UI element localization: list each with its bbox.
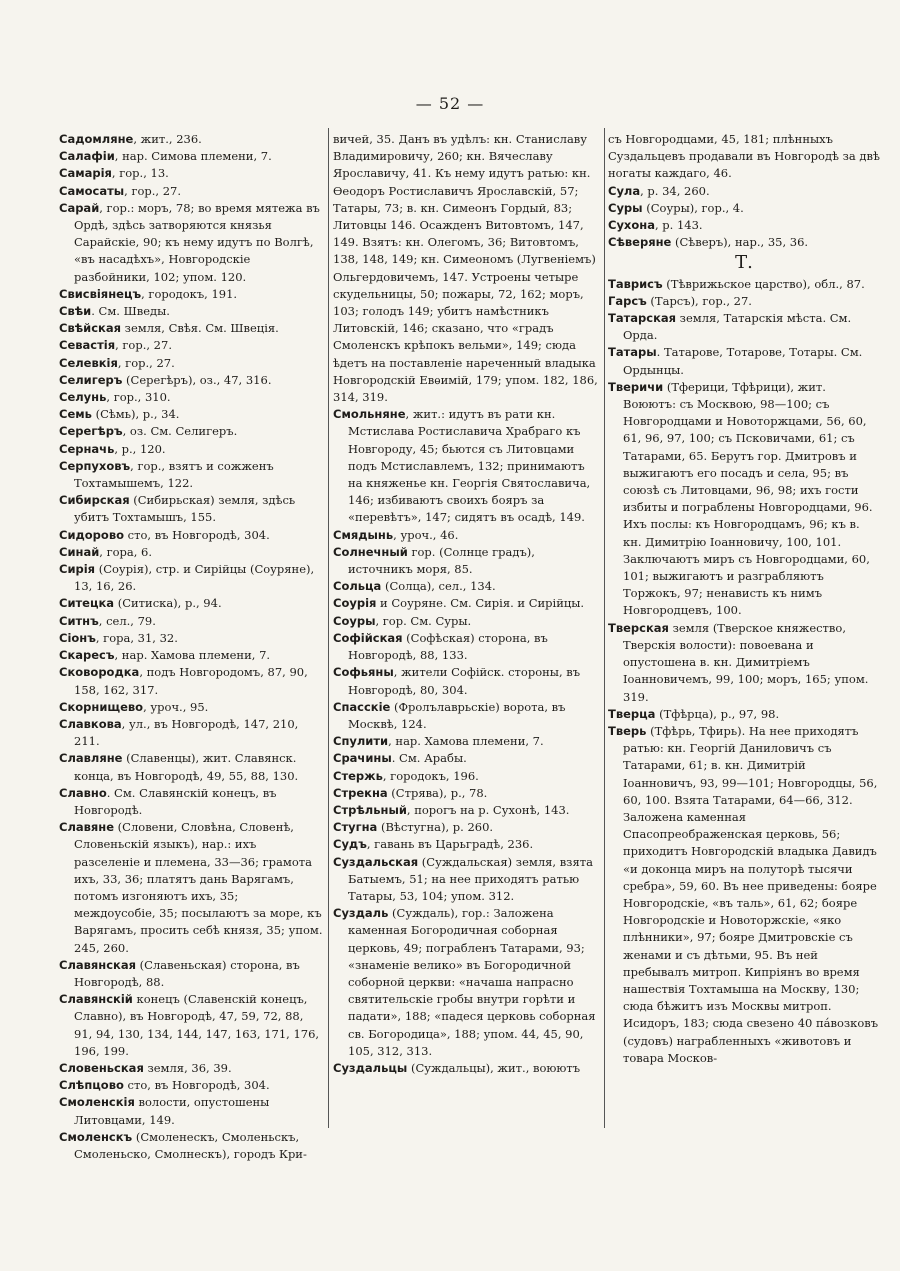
entry-headword: Гарсъ <box>608 293 647 308</box>
entry-text: (Суждаль), гор.: Заложена каменная Богородичная соборная церковь, 49; пограбленъ Татарами, 93; «знаменiе велико» въ Богородичной соборной церкви: «начаша напрасно святительскiе гробы внутри горѣти и падати», 188; «падеся церковь соборная св. Богородица», 188; упом. 44, 45, 90, 105, 312, 313. <box>348 906 596 1058</box>
entry-text: , гор., 27. <box>117 355 175 370</box>
index-entry <box>59 355 323 372</box>
column-2 <box>333 131 600 1077</box>
entry-headword: Суры <box>608 200 643 215</box>
entry-headword: Скаресъ <box>59 648 115 663</box>
entry-headword: Смольняне <box>333 407 406 422</box>
entry-text: , уроч., 95. <box>143 699 209 714</box>
index-entry <box>333 595 600 612</box>
entry-headword: Слѣпцово <box>59 1078 124 1093</box>
entry-headword: Суздаль <box>333 906 389 921</box>
entry-text: (Суждальская) земля, взята Батыемъ, 51; на нее приходятъ ратью Татары, 53, 104; упом. 312. <box>348 854 593 903</box>
entry-headword: Смядынь <box>333 527 394 542</box>
index-entry <box>59 957 323 991</box>
index-entry <box>333 733 600 750</box>
entry-headword: Селунь <box>59 390 107 405</box>
index-entry <box>608 310 880 344</box>
column-1 <box>59 131 323 1163</box>
entry-text: сто, въ Новгородѣ, 304. <box>124 527 270 542</box>
index-entry <box>608 620 880 706</box>
entry-text: (Сѣмь), р., 34. <box>91 407 180 422</box>
index-entry <box>333 544 600 578</box>
index-entry <box>59 716 323 750</box>
entry-headword: Севастiя <box>59 338 116 353</box>
entry-headword: Самарiя <box>59 166 112 181</box>
entry-headword: Селевкiя <box>59 355 118 370</box>
entry-text: (Софѣская) сторона, въ Новгородѣ, 88, 133. <box>348 630 548 663</box>
index-entry <box>59 991 323 1060</box>
entry-headword: Синай <box>59 544 100 559</box>
entry-headword: Серпуховъ <box>59 458 131 473</box>
entry-text: , уроч., 46. <box>393 527 459 542</box>
entry-headword: Славяне <box>59 820 115 835</box>
entry-headword: Софiйская <box>333 630 403 645</box>
index-entry <box>59 613 323 630</box>
entry-text: , гор. См. Суры. <box>375 613 472 628</box>
index-entry <box>608 344 880 378</box>
entry-headword: Таврисъ <box>608 276 663 291</box>
entry-headword: Ситнъ <box>59 613 99 628</box>
entry-text: (Соуры), гор., 4. <box>642 200 744 215</box>
index-entry <box>59 183 323 200</box>
entry-text: сто, въ Новгородѣ, 304. <box>123 1078 270 1093</box>
entry-text: , р. 34, 260. <box>640 183 710 198</box>
entry-headword: Славляне <box>59 751 123 766</box>
index-entry <box>59 785 323 819</box>
entry-headword: Тверичи <box>608 379 664 394</box>
index-entry <box>59 200 323 286</box>
entry-text: гор. (Солнце градъ), источникъ моря, 85. <box>348 544 535 577</box>
entry-text: , р. 143. <box>654 218 703 233</box>
entry-text: земля, Свѣя. См. Швецiя. <box>121 321 279 336</box>
entry-headword: Салафiи <box>59 149 115 164</box>
entry-headword: Сирiя <box>59 562 96 577</box>
entry-text: , жит.: идутъ въ рати кн. Мстислава Ростиславича Храбраго къ Новгороду, 45; бьются съ Литовцами подъ Мстиславлемъ, 132; принимаютъ на княженье кн. Георгiя Святославича, 146; избиваютъ своихъ бояръ за «перевѣтъ», 147; сидятъ въ осадѣ, 149. <box>348 407 591 525</box>
page-number: — 52 — <box>415 94 485 113</box>
entry-headword: Татары <box>608 345 657 360</box>
entry-headword: Стержь <box>333 768 383 783</box>
entry-text: , жит., 236. <box>133 132 202 146</box>
entry-headword: Соурiя <box>333 596 377 611</box>
index-entry <box>59 423 323 440</box>
entry-text: земля, Татарскiя мѣста. См. Орда. <box>623 311 852 343</box>
entry-text: . См. Арабы. <box>391 751 467 766</box>
entry-text: (Словени, Словѣна, Словенѣ, Словеньскiй языкъ), нар.: ихъ разселенiе и племена, 33—36; грамота ихъ, 33, 36; платятъ дань Варягамъ, потомъ изгоняютъ ихъ, 35; междоусобiе, 35; посылаютъ за море, къ Варягамъ, просить себѣ князя, 35; упом. 245, 260. <box>74 820 323 955</box>
index-entry <box>333 1060 600 1077</box>
entry-headword: Садомляне <box>59 132 134 146</box>
index-entry <box>333 664 600 698</box>
index-entry <box>59 664 323 698</box>
index-entry <box>59 1077 323 1094</box>
index-entry <box>59 389 323 406</box>
entry-headword: Тверь <box>608 723 647 738</box>
entry-headword: Сибирская <box>59 493 130 508</box>
entry-headword: Спасскiе <box>333 699 391 714</box>
entry-text: (Стрява), р., 78. <box>387 785 488 800</box>
entry-headword: Сарай <box>59 200 100 215</box>
entry-text: , сел., 79. <box>98 613 156 628</box>
entry-headword: Стрѣльный <box>333 802 407 817</box>
index-entry <box>608 723 880 1067</box>
entry-text: , р., 120. <box>114 441 166 456</box>
entry-headword: Серначь <box>59 441 115 456</box>
entry-headword: Соуры <box>333 613 376 628</box>
entry-headword: Самосаты <box>59 183 125 198</box>
entry-text: , городокъ, 191. <box>141 286 238 301</box>
entry-text: , гор., 27. <box>124 183 182 198</box>
section-letter: Т. <box>735 252 753 274</box>
entry-text: (Славеньская) сторона, въ Новгородѣ, 88. <box>74 957 300 989</box>
entry-text: (Соурiя), стр. и Сирiйцы (Соуряне), 13, 16, 26. <box>74 562 315 594</box>
index-entry <box>59 148 323 165</box>
entry-text: земля (Тверское княжество, Тверскiя волости): повоевана и опустошена в. кн. Димитрiемъ Iоанновичемъ, 99, 100; моръ, 165; упом. 319. <box>623 620 869 704</box>
index-entry <box>333 819 600 836</box>
entry-text: (Славенцы), жит. Славянск. конца, въ Новгородѣ, 49, 55, 88, 130. <box>74 751 299 783</box>
entry-headword: Срачины <box>333 751 392 766</box>
index-entry <box>333 131 600 406</box>
entry-headword: Стрекна <box>333 785 388 800</box>
entry-text: , нар. Симова племени, 7. <box>114 149 272 164</box>
index-entry <box>59 372 323 389</box>
index-entry <box>333 785 600 802</box>
entry-text: , гора, 6. <box>99 544 153 559</box>
entry-text: , гора, 31, 32. <box>95 630 178 645</box>
index-entry <box>59 406 323 423</box>
entry-text: (Солца), сел., 134. <box>381 579 496 594</box>
index-entry <box>333 802 600 819</box>
index-entry <box>333 527 600 544</box>
entry-text: , жители Софiйск. стороны, въ Новгородѣ, 80, 304. <box>348 665 581 697</box>
entry-headword: Сухона <box>608 218 655 233</box>
entry-headword: Сидорово <box>59 527 124 542</box>
entry-text: и Соуряне. См. Сирiя. и Сирiйцы. <box>376 596 585 611</box>
index-entry <box>59 1094 323 1128</box>
index-entry <box>333 578 600 595</box>
index-entry <box>59 595 323 612</box>
entry-text: (Суждальцы), жит., воюютъ <box>407 1060 581 1075</box>
entry-text: (Тарсъ), гор., 27. <box>646 293 752 308</box>
entry-text: (Серегѣръ), оз., 47, 316. <box>122 372 272 387</box>
entry-headword: Серегѣръ <box>59 424 123 439</box>
entry-headword: Суздальцы <box>333 1060 408 1075</box>
index-entry <box>608 234 880 251</box>
index-entry <box>59 544 323 561</box>
entry-text: , оз. См. Селигеръ. <box>122 424 238 439</box>
index-entry <box>59 320 323 337</box>
entry-text: (Тѣврижьскоe царство), обл., 87. <box>662 276 865 291</box>
index-entry <box>59 527 323 544</box>
index-entry <box>59 1129 323 1163</box>
entry-headword: Солнечный <box>333 544 408 559</box>
entry-text: (Сибирьская) земля, здѣсь убитъ Тохтамышъ, 155. <box>74 493 296 525</box>
index-entry <box>59 1060 323 1077</box>
entry-text: волости, опустошены Литовцами, 149. <box>74 1095 270 1127</box>
entry-text: , порогъ на р. Сухонѣ, 143. <box>406 802 570 817</box>
index-entry <box>608 217 880 234</box>
entry-text: (Сѣверъ), нар., 35, 36. <box>671 235 809 250</box>
entry-headword: Суздальская <box>333 854 419 869</box>
entry-headword: Ситецка <box>59 596 115 611</box>
index-entry <box>333 406 600 526</box>
index-entry <box>59 337 323 354</box>
entry-headword: Семь <box>59 407 92 422</box>
index-entry <box>333 836 600 853</box>
index-entry <box>59 131 323 148</box>
index-entry <box>608 276 880 293</box>
index-entry <box>333 905 600 1060</box>
entry-text: (Тфѣрь, Тфирь). На нее приходятъ ратью: кн. Георгiй Даниловичъ съ Татарами, 61; в. кн. Димитрiй Iоанновичъ, 93, 99—101; Новгородцы, 56, 60, 100. Взята Татарами, 64—66, 312. Заложена каменная Спасопреображенская церковь, 56; приходитъ Новгородскiй владыка Давидъ «и доконца миръ на полуторѣ тысячи сребра», 59, 60. Въ нее приведены: бояре Новгородскiе, «въ таль», 61, 62; бояре Новгородскiе и Новоторжскiе, «яко плѣнники», 97; бояре Дмитровскiе съ женами и съ дѣтьми, 95. Въ ней пребывалъ митроп. Кипрiянъ во время нашествiя Тохтамыша на Москву, 130; сюда бѣжитъ изъ Москвы митроп. Исидоръ, 183; сюда свезено 40 пáвозковъ (судовъ) награбленныхъ «животовъ и товара Москов- <box>623 723 879 1065</box>
entry-text: (Фролълаврьскiе) ворота, въ Москвѣ, 124. <box>348 699 566 731</box>
index-entry <box>59 441 323 458</box>
index-entry <box>333 613 600 630</box>
index-entry <box>59 750 323 784</box>
entry-text: вичей, 35. Данъ въ удѣлъ: кн. Станиславу Владимировичу, 260; кн. Вячеславу Ярославичу, 41. Къ нему идутъ ратью: кн. Ѳеодоръ Ростиславичъ Ярославскiй, 57; Татары, 73; в. кн. Симеонъ Гордый, 83; Литовцы 146. Осажденъ Витовтомъ, 147, 149. Взятъ: кн. Олегомъ, 36; Витовтомъ, 138, 148, 149; кн. Симеономъ (Лугвенiемъ) Ольгердовичемъ, 147. Устроены четыре скудельницы, 50; пожары, 72, 162; моръ, 103; голодъ 149; убитъ намѣстникъ Литовскiй, 146; сказано, что «градъ Смоленскъ крѣпокъ вельми», 149; сюда ѣдетъ на поставленiе нареченный владыка Новгородскiй Евѳимiй, 179; упом. 182, 186, 314, 319. <box>333 132 598 405</box>
entry-text: , городокъ, 196. <box>382 768 479 783</box>
index-entry <box>59 286 323 303</box>
column-divider <box>328 128 329 1128</box>
entry-headword: Татарская <box>608 311 677 326</box>
entry-headword: Тверская <box>608 620 669 635</box>
entry-headword: Судъ <box>333 837 367 852</box>
entry-headword: Софьяны <box>333 665 394 680</box>
index-entry <box>59 458 323 492</box>
entry-text: (Ситиска), р., 94. <box>114 596 222 611</box>
entry-text: , гор., взятъ и сожженъ Тохтамышемъ, 122. <box>74 458 274 491</box>
entry-text: , нар. Хамова племени, 7. <box>114 648 271 663</box>
entry-text: , нар. Хамова племени, 7. <box>388 734 544 749</box>
index-entry <box>333 630 600 664</box>
index-entry <box>608 706 880 723</box>
entry-text: . Татарове, Тотарове, Тотары. См. Ордынцы. <box>623 345 863 377</box>
entry-headword: Сковородка <box>59 665 140 680</box>
index-entry <box>333 750 600 767</box>
index-entry <box>608 200 880 217</box>
entry-text: , гавань въ Царьградѣ, 236. <box>366 837 534 852</box>
entry-headword: Селигеръ <box>59 372 123 387</box>
index-entry <box>333 854 600 906</box>
index-entry <box>59 561 323 595</box>
index-entry <box>59 165 323 182</box>
entry-text: съ Новгородцами, 45, 181; плѣнныхъ Суздальцевъ продавали въ Новгородѣ за двѣ ногаты каждаго, 46. <box>608 132 880 181</box>
entry-headword: Смоленскiя <box>59 1095 135 1110</box>
index-entry <box>333 768 600 785</box>
entry-headword: Славянская <box>59 957 136 972</box>
entry-text: (Смоленескъ, Смоленьскъ, Смоленьско, Смолнескъ), городъ Кри- <box>74 1129 307 1161</box>
entry-text: конецъ (Славенскiй конецъ, Славно), въ Новгородѣ, 47, 59, 72, 88, 91, 94, 130, 134, 144, 147, 163, 171, 176, 196, 199. <box>74 992 320 1058</box>
entry-text: (Тферици, Тфѣрици), жит. Воюютъ: съ Москвою, 98—100; съ Новгородцами и Новоторжцами, 56, 60, 61, 96, 97, 100; съ Псковичами, 61; съ Татарами, 65. Берутъ гор. Дмитровъ и выжигаютъ его посадъ и села, 95; въ союзѣ съ Литовцами, 96, 98; ихъ гости избиты и пограблены Новгородцами, 96. Ихъ послы: къ Новгородцамъ, 96; къ в. кн. Димитрiю Iоанновичу, 100, 101. Заключаютъ миръ съ Новгородцами, 60, 101; выжигаютъ и разграбляютъ Торжокъ, 97; ненависть къ нимъ Новгородцевъ, 100. <box>623 379 873 618</box>
entry-text: , гор., 13. <box>111 166 169 181</box>
entry-text: , гор., 27. <box>115 338 172 353</box>
entry-text: земля, 36, 39. <box>143 1060 232 1075</box>
index-entry <box>59 303 323 320</box>
entry-text: . См. Славянскiй конецъ, въ Новгородѣ. <box>74 785 277 817</box>
column-3 <box>608 131 880 1067</box>
entry-headword: Свисвiянецъ <box>59 286 142 301</box>
entry-headword: Свѣйская <box>59 321 122 336</box>
entry-headword: Свѣи <box>59 304 92 319</box>
entry-headword: Славно <box>59 785 107 800</box>
index-entry <box>333 699 600 733</box>
entry-headword: Словеньская <box>59 1060 144 1075</box>
index-entry <box>608 379 880 620</box>
entry-headword: Скорнищево <box>59 699 144 714</box>
entry-headword: Спулити <box>333 734 389 749</box>
entry-text: , гор.: моръ, 78; во время мятежа въ Ордѣ, здѣсь затворяются князья Сарайскiе, 90; къ нему идутъ по Волгѣ, «въ насадѣхъ», Новгородскiе разбойники, 102; упом. 120. <box>74 200 320 284</box>
index-entry <box>608 293 880 310</box>
index-entry <box>608 183 880 200</box>
entry-text: , гор., 310. <box>106 390 171 405</box>
entry-text: (Вѣстугна), р. 260. <box>377 820 494 835</box>
entry-headword: Сiонъ <box>59 630 96 645</box>
index-entry <box>59 819 323 957</box>
entry-text: . См. Шведы. <box>91 304 170 319</box>
entry-headword: Славкова <box>59 716 122 731</box>
entry-text: (Тфѣрца), р., 97, 98. <box>655 706 780 721</box>
entry-headword: Сѣверяне <box>608 235 672 250</box>
entry-headword: Стугна <box>333 820 378 835</box>
index-entry <box>59 699 323 716</box>
index-entry <box>59 492 323 526</box>
index-entry <box>608 131 880 183</box>
entry-headword: Славянскiй <box>59 992 133 1007</box>
entry-text: , подъ Новгородомъ, 87, 90, 158, 162, 317. <box>74 665 308 697</box>
index-entry <box>59 630 323 647</box>
column-divider <box>604 128 605 1128</box>
entry-headword: Тверца <box>608 706 656 721</box>
entry-headword: Сула <box>608 183 641 198</box>
entry-headword: Смоленскъ <box>59 1129 133 1144</box>
index-entry <box>59 647 323 664</box>
entry-headword: Сольца <box>333 579 382 594</box>
entry-text: , ул., въ Новгородѣ, 147, 210, 211. <box>74 716 299 749</box>
